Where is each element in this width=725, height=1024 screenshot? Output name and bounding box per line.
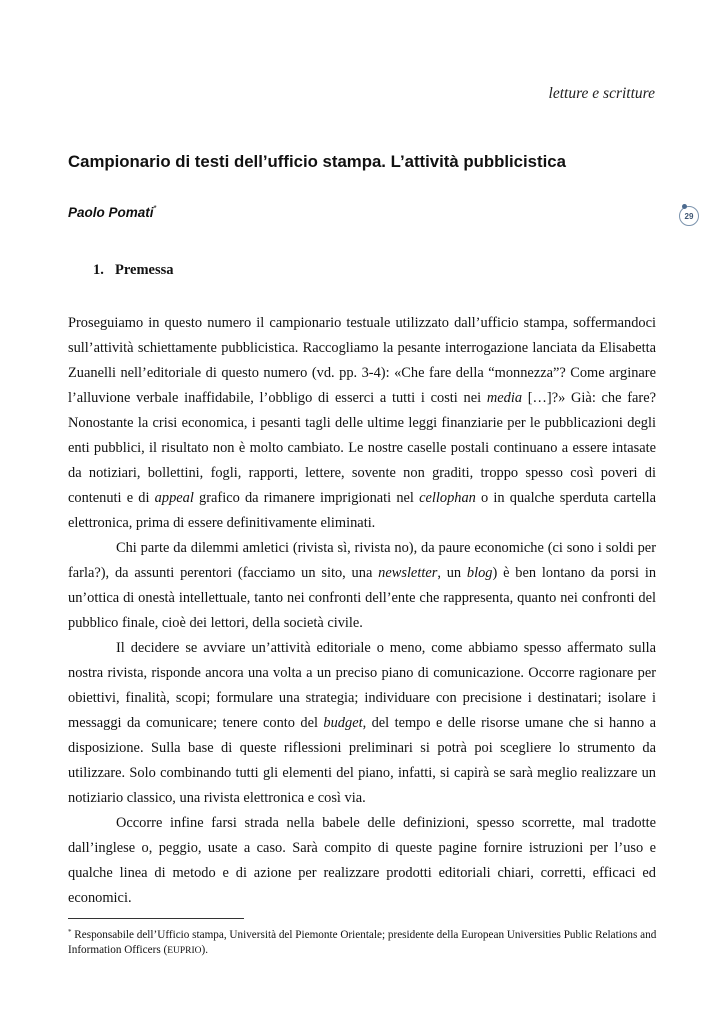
paragraph-text: Il decidere se avviare un’attività editoriale o meno, come abbiamo spesso affermato sulla nostra rivista, risponde ancora una volta a un preciso piano di comunicazione. Occorre ragionare per obiettivi, finalità, scopi; formulare una strategia; individuare con precisione i destinatari; isolare i messaggi da comunicare; tenere conto del <box>68 640 656 731</box>
paragraph-text: grafico da rimanere imprigionati nel <box>193 490 420 506</box>
footnote-end: ). <box>201 943 209 956</box>
body-text <box>68 311 656 911</box>
badge-dot <box>682 204 687 209</box>
paragraph-4 <box>68 811 656 911</box>
footnote-text: Responsabile dell’Ufficio stampa, Università del Piemonte Orientale; presidente della European Universities Public Relations and Information Officers ( <box>68 929 657 956</box>
paragraph-text: Occorre infine farsi strada nella babele delle definizioni, spesso scorrette, mal tradotte dall’inglese o, peggio, usate a caso. Sarà compito di queste pagine fornire istruzioni per l’uso e qualche linea di metodo e di azione per realizzare prodotti editoriali chiari, corretti, efficaci ed economici. <box>68 815 656 906</box>
emphasis: media <box>486 390 523 406</box>
emphasis: blog <box>466 565 493 581</box>
paragraph-1 <box>68 311 656 536</box>
paragraph-3 <box>68 636 656 811</box>
paragraph-text: […]?» Già: che fare? Nonostante la crisi economica, i pesanti tagli delle ultime leggi finanziarie per le pubblicazioni degli enti pubblici, il risultato non è molto cambiato. Le nostre caselle postali continuano a essere intasate da notiziari, bollettini, fogli, rapporti, lettere, sovente non graditi, troppo spesso così poveri di contenuti e di <box>68 390 656 506</box>
emphasis: cellophan <box>419 490 476 506</box>
paragraph-text: Chi parte da dilemmi amletici (rivista sì, rivista no), da paure economiche (ci sono i soldi per farla?), da assunti perentori (facciamo un sito, una <box>68 540 656 581</box>
page-number-badge <box>679 206 699 226</box>
section-heading <box>93 262 174 279</box>
emphasis: newsletter <box>378 565 438 581</box>
footnote <box>68 925 658 958</box>
author-line <box>68 204 157 220</box>
paragraph-2 <box>68 536 656 636</box>
footnote-separator <box>68 918 244 919</box>
paragraph-text: , un <box>437 565 467 581</box>
emphasis: appeal <box>154 490 194 506</box>
page-number: 29 <box>684 211 694 221</box>
emphasis: budget <box>323 715 363 731</box>
author-footnote-mark: * <box>153 204 157 213</box>
footnote-mark: * <box>68 928 72 936</box>
article-title: Campionario di testi dell’ufficio stampa. L’attività pubblicistica <box>68 152 566 171</box>
paragraph-text: o in qualche sperduta cartella elettronica, prima di essere definitivamente eliminati. <box>68 490 656 531</box>
section-number: 1. <box>93 262 104 278</box>
author-name: Paolo Pomati <box>68 205 154 220</box>
paragraph-text: ) è ben lontano da porsi in un’ottica di onestà intellettuale, tanto nei confronti dell’ente che rappresenta, quanto nei confronti del pubblico finale, cioè dei lettori, della società civile. <box>68 565 657 631</box>
running-head: letture e scritture <box>548 85 655 102</box>
section-title: Premessa <box>115 262 174 278</box>
footnote-abbreviation: EUPRIO <box>167 945 202 956</box>
paragraph-text: , del tempo e delle risorse umane che si hanno a disposizione. Sulla base di queste riflessioni preliminari si potrà poi scegliere lo strumento da utilizzare. Solo combinando tutti gli elementi del piano, infatti, si capirà se sarà meglio realizzare un notiziario classico, una rivista elettronica e così via. <box>68 715 657 806</box>
paragraph-text: Proseguiamo in questo numero il campionario testuale utilizzato dall’ufficio stampa, soffermandoci sull’attività schiettamente pubblicistica. Raccogliamo la pesante interrogazione lanciata da Elisabetta Zuanelli nell’editoriale di questo numero (vd. pp. 3-4): «Che fare della “monnezza”? Come arginare l’alluvione verbale inaffidabile, l’obbligo di esserci a tutti i costi nei <box>68 315 656 406</box>
